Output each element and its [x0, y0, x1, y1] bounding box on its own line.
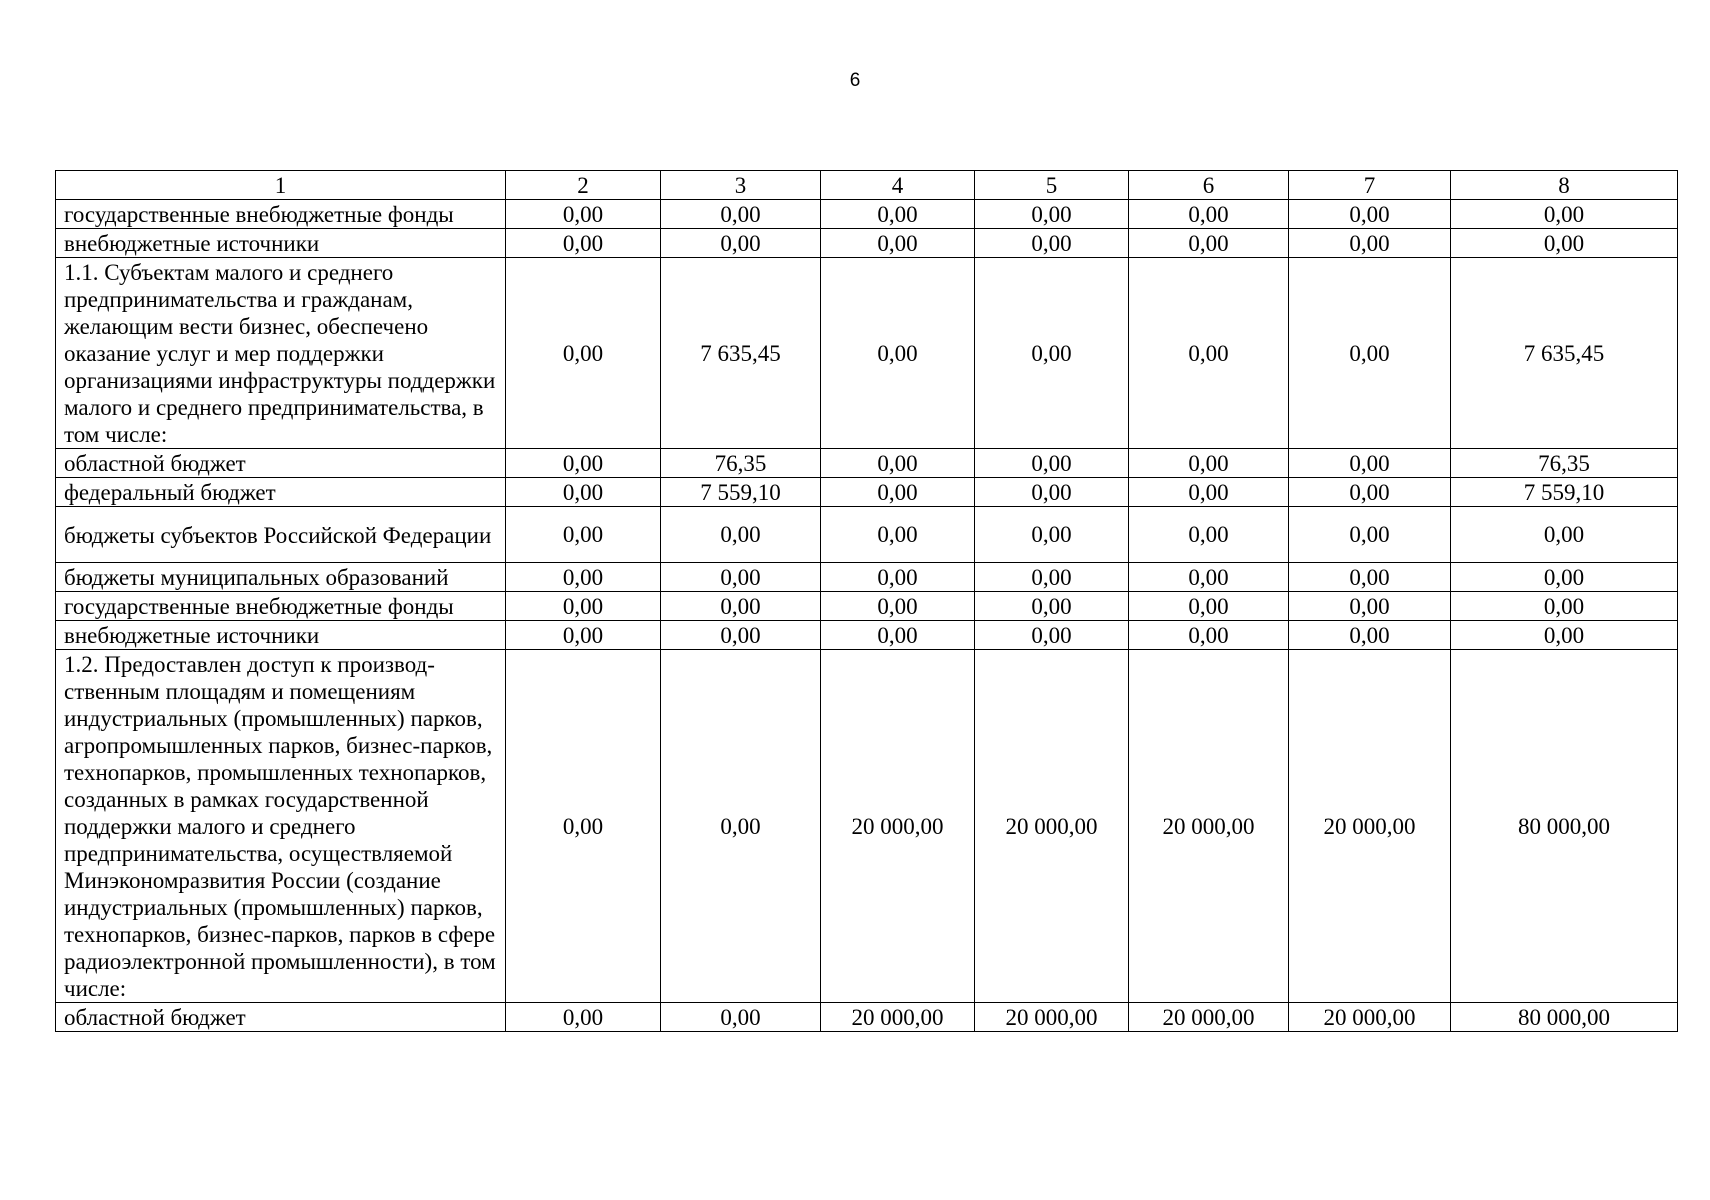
- table-cell: 0,00: [821, 621, 975, 650]
- funding-table-container: [55, 170, 1677, 1032]
- table-row: [56, 507, 1678, 563]
- column-header: 2: [506, 171, 661, 200]
- table-cell: 0,00: [1451, 592, 1678, 621]
- table-cell: 0,00: [1289, 229, 1451, 258]
- table-cell: 0,00: [1129, 592, 1289, 621]
- table-cell: 0,00: [1129, 478, 1289, 507]
- table-cell: 0,00: [1451, 200, 1678, 229]
- table-cell: 0,00: [821, 478, 975, 507]
- table-cell: 0,00: [1289, 478, 1451, 507]
- row-label: государственные внебюджетные фонды: [56, 200, 506, 229]
- table-cell: 20 000,00: [975, 650, 1129, 1003]
- column-header: 1: [56, 171, 506, 200]
- table-cell: 0,00: [975, 478, 1129, 507]
- table-cell: 80 000,00: [1451, 1003, 1678, 1032]
- table-cell: 0,00: [661, 229, 821, 258]
- table-row: [56, 229, 1678, 258]
- table-cell: 0,00: [661, 1003, 821, 1032]
- table-cell: 0,00: [1129, 563, 1289, 592]
- table-cell: 0,00: [821, 449, 975, 478]
- table-cell: 0,00: [1129, 229, 1289, 258]
- table-cell: 0,00: [975, 592, 1129, 621]
- table-cell: 0,00: [975, 258, 1129, 449]
- table-cell: 76,35: [661, 449, 821, 478]
- table-cell: 0,00: [975, 200, 1129, 229]
- table-cell: 0,00: [1451, 507, 1678, 563]
- table-cell: 0,00: [821, 563, 975, 592]
- table-cell: 0,00: [661, 507, 821, 563]
- table-cell: 0,00: [661, 650, 821, 1003]
- table-cell: 20 000,00: [821, 650, 975, 1003]
- table-cell: 0,00: [821, 229, 975, 258]
- table-cell: 0,00: [506, 621, 661, 650]
- table-cell: 0,00: [661, 592, 821, 621]
- row-label: бюджеты муниципальных образований: [56, 563, 506, 592]
- table-row: [56, 563, 1678, 592]
- table-cell: 0,00: [661, 563, 821, 592]
- table-cell: 0,00: [975, 563, 1129, 592]
- table-row: [56, 650, 1678, 1003]
- table-cell: 0,00: [1289, 507, 1451, 563]
- table-cell: 7 635,45: [1451, 258, 1678, 449]
- table-cell: 0,00: [506, 258, 661, 449]
- table-header-row: [56, 171, 1678, 200]
- row-label: областной бюджет: [56, 449, 506, 478]
- row-label: государственные внебюджетные фонды: [56, 592, 506, 621]
- table-row: [56, 1003, 1678, 1032]
- table-cell: 20 000,00: [1289, 1003, 1451, 1032]
- row-label: федеральный бюджет: [56, 478, 506, 507]
- table-cell: 0,00: [506, 563, 661, 592]
- table-cell: 0,00: [1451, 563, 1678, 592]
- table-cell: 76,35: [1451, 449, 1678, 478]
- table-cell: 80 000,00: [1451, 650, 1678, 1003]
- row-label: внебюджетные источники: [56, 229, 506, 258]
- table-row: [56, 478, 1678, 507]
- table-cell: 0,00: [506, 229, 661, 258]
- table-cell: 0,00: [821, 258, 975, 449]
- table-cell: 0,00: [506, 650, 661, 1003]
- table-cell: 7 559,10: [661, 478, 821, 507]
- table-cell: 0,00: [1451, 621, 1678, 650]
- column-header: 5: [975, 171, 1129, 200]
- table-cell: 0,00: [1129, 200, 1289, 229]
- row-label: 1.1. Субъектам малого и среднего предпринимательства и гражданам, желающим вести бизнес, обеспечено оказание услуг и мер поддержки организациями инфраструктуры поддержки малого и среднего предпринимательства, в том числе:: [56, 258, 506, 449]
- table-cell: 0,00: [506, 449, 661, 478]
- table-cell: 0,00: [1289, 621, 1451, 650]
- row-label: 1.2. Предоставлен доступ к производ-ственным площадям и помещениям индустриальных (промышленных) парков, агропромышленных парков, бизнес-парков, технопарков, промышленных технопарков, созданных в рамках государственной поддержки малого и среднего предпринимательства, осуществляемой Минэкономразвития России (создание индустриальных (промышленных) парков, технопарков, бизнес-парков, парков в сфере радиоэлектронной промышленности), в том числе:: [56, 650, 506, 1003]
- table-cell: 0,00: [975, 507, 1129, 563]
- column-header: 8: [1451, 171, 1678, 200]
- page-number: 6: [849, 70, 861, 91]
- table-cell: 20 000,00: [1129, 1003, 1289, 1032]
- table-cell: 0,00: [506, 507, 661, 563]
- table-cell: 0,00: [506, 478, 661, 507]
- table-cell: 0,00: [1289, 592, 1451, 621]
- table-cell: 0,00: [1129, 507, 1289, 563]
- table-cell: 0,00: [975, 621, 1129, 650]
- table-cell: 0,00: [1129, 258, 1289, 449]
- table-cell: 0,00: [1289, 449, 1451, 478]
- row-label: областной бюджет: [56, 1003, 506, 1032]
- table-cell: 0,00: [1451, 229, 1678, 258]
- table-cell: 0,00: [506, 592, 661, 621]
- table-cell: 20 000,00: [1129, 650, 1289, 1003]
- table-row: [56, 592, 1678, 621]
- table-cell: 0,00: [661, 200, 821, 229]
- table-cell: 0,00: [506, 1003, 661, 1032]
- table-cell: 0,00: [1289, 563, 1451, 592]
- row-label: бюджеты субъектов Российской Федерации: [56, 507, 506, 563]
- table-cell: 0,00: [661, 621, 821, 650]
- table-cell: 0,00: [1289, 258, 1451, 449]
- table-row: [56, 200, 1678, 229]
- column-header: 6: [1129, 171, 1289, 200]
- funding-table: [55, 170, 1678, 1032]
- table-cell: 7 635,45: [661, 258, 821, 449]
- table-cell: 0,00: [1289, 200, 1451, 229]
- table-row: [56, 258, 1678, 449]
- table-cell: 0,00: [1129, 449, 1289, 478]
- column-header: 4: [821, 171, 975, 200]
- table-cell: 0,00: [821, 200, 975, 229]
- row-label: внебюджетные источники: [56, 621, 506, 650]
- table-cell: 0,00: [975, 449, 1129, 478]
- table-cell: 0,00: [506, 200, 661, 229]
- table-cell: 20 000,00: [1289, 650, 1451, 1003]
- table-cell: 0,00: [821, 507, 975, 563]
- column-header: 7: [1289, 171, 1451, 200]
- table-cell: 0,00: [1129, 621, 1289, 650]
- table-cell: 0,00: [821, 592, 975, 621]
- table-row: [56, 449, 1678, 478]
- table-cell: 20 000,00: [821, 1003, 975, 1032]
- table-cell: 20 000,00: [975, 1003, 1129, 1032]
- table-cell: 0,00: [975, 229, 1129, 258]
- table-cell: 7 559,10: [1451, 478, 1678, 507]
- column-header: 3: [661, 171, 821, 200]
- table-row: [56, 621, 1678, 650]
